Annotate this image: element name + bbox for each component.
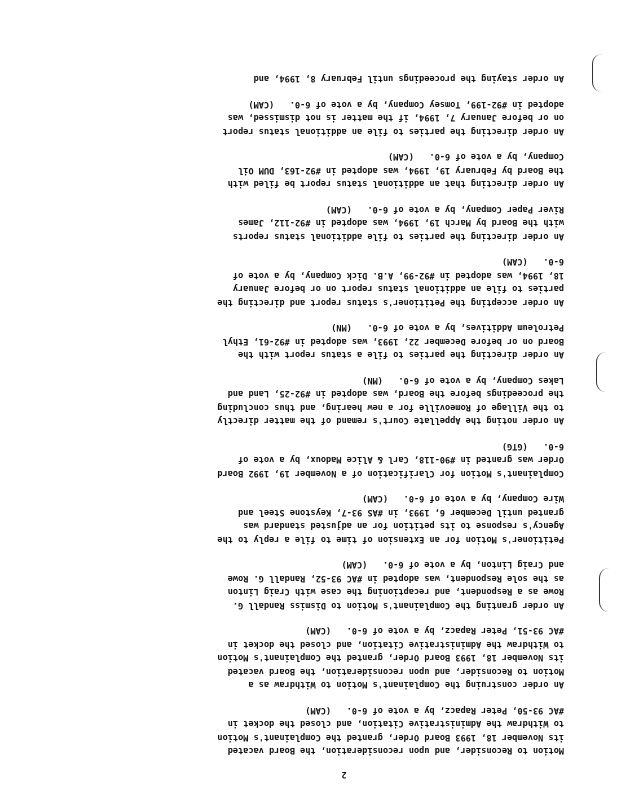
text-line: Motion to Reconsider, and upon reconsideration, the Board vacated: [227, 666, 564, 676]
text-line: its November 18, 1993 Board Order, granted the Complainant's Motion: [217, 652, 564, 663]
text-line: An order granting the Complainant's Motion to Dismiss Randall G.: [232, 600, 564, 610]
text-line: to Withdraw the Administrative Citation, and closed the docket in: [227, 718, 564, 729]
text-line: and Craig Linton, by a vote of 6-0. (CAM): [341, 559, 564, 570]
margin-mark: [599, 568, 610, 612]
text-line: An order staying the proceedings until February 8, 1994, and: [253, 73, 564, 84]
text-line: An order accepting the Petitioner's status report and directing the: [217, 297, 564, 307]
text-line: the Board by February 19, 1994, was adopted in #92-163, DUM Oil: [238, 165, 564, 175]
paragraph: [24, 254, 564, 308]
paragraph: [24, 491, 564, 545]
text-line: on or before January 7, 1994, if the matter is not dismissed, was: [227, 112, 564, 123]
text-line: 18, 1994, was adopted in #92-99, A.B. Dick Company, by a vote of: [232, 270, 564, 280]
text-line: to the Village of Romeoville for a new hearing, and thus concluding: [217, 402, 564, 412]
paragraph: [24, 71, 564, 85]
document-body: [24, 59, 564, 780]
paragraph: [24, 373, 564, 427]
text-line: Agency's response to its petition for an adjusted standard was: [243, 520, 564, 531]
text-line: as the sole Respondent, was adopted in #AC 93-52, Randall G. Rowe: [227, 573, 564, 583]
paragraph: [24, 97, 564, 138]
paragraph: [24, 557, 564, 611]
text-line: An order construing the Complainant's Motion to Withdraw as a: [248, 679, 564, 690]
text-line: River Paper Company, by a vote of 6-0. (CAM): [326, 204, 564, 214]
text-line: 6-0. (CAM): [501, 256, 564, 267]
text-line: An order noting the Appellate Court's remand of the matter directly: [217, 415, 564, 426]
text-line: Wire Company, by a vote of 6-0. (CAM): [362, 493, 564, 504]
text-line: #AC 93-50, Peter Rapacz, by a vote of 6-0. (CAM): [305, 705, 564, 715]
text-line: An order directing that an additional status report be filed with: [227, 178, 564, 189]
text-line: its November 18, 1993 Board Order, granted the Complainant's Motion: [217, 732, 564, 742]
text-line: Board on or before December 22, 1993, was adopted in #92-61, Ethyl: [222, 336, 564, 346]
text-line: Motion to Reconsider, and upon reconsideration, the Board vacated: [227, 745, 564, 756]
page-number: 2: [341, 769, 347, 779]
paragraph: [24, 202, 564, 243]
margin-mark: [592, 54, 602, 92]
text-line: Complainant's Motion for Clarification of a November 19, 1992 Board: [217, 468, 564, 478]
text-line: with the Board by March 19, 1994, was adopted in #92-112, James: [238, 217, 564, 228]
margin-mark: [596, 352, 606, 392]
text-line: the proceedings before the Board, was adopted in #92-25, Land and: [227, 388, 564, 399]
paragraph: [24, 703, 564, 757]
text-line: Petroleum Additives, by a vote of 6-0. (MN): [331, 322, 564, 333]
text-line: Order was granted in #90-118, Carl & Alice Madoux, by a vote of: [238, 454, 564, 465]
text-line: parties to file an additional status report on or before January: [232, 283, 564, 294]
text-line: An order directing the parties to file a status report with the: [238, 349, 564, 360]
paragraph: [24, 623, 564, 691]
text-line: adopted in #92-199, Tomsey Company, by a vote of 6-0. (CAM): [248, 99, 564, 109]
text-line: Petitioner's Motion for an Extension of time to file a reply to the: [217, 534, 564, 544]
text-line: Lakes Company, by a vote of 6-0. (MN): [362, 375, 564, 385]
paragraph-list: [24, 71, 564, 757]
paragraph: [24, 439, 564, 480]
text-line: 6-0. (GTG): [501, 441, 564, 451]
text-line: to Withdraw the Administrative Citation, and closed the docket in: [227, 639, 564, 649]
text-line: #AC 93-51, Peter Rapacz, by a vote of 6-0. (CAM): [305, 625, 564, 636]
text-line: Company, by a vote of 6-0. (CAM): [388, 151, 564, 162]
paragraph: [24, 320, 564, 361]
text-line: Rowe as a Respondent, and recaptioning the case with Craig Linton: [227, 586, 564, 597]
text-line: An order directing the parties to file additional status reports: [232, 231, 564, 241]
paragraph: [24, 149, 564, 190]
text-line: granted until December 6, 1993, in #AS 93-7, Keystone Steel and: [238, 507, 564, 517]
text-line: An order directing the parties to file an additional status report: [222, 126, 564, 136]
